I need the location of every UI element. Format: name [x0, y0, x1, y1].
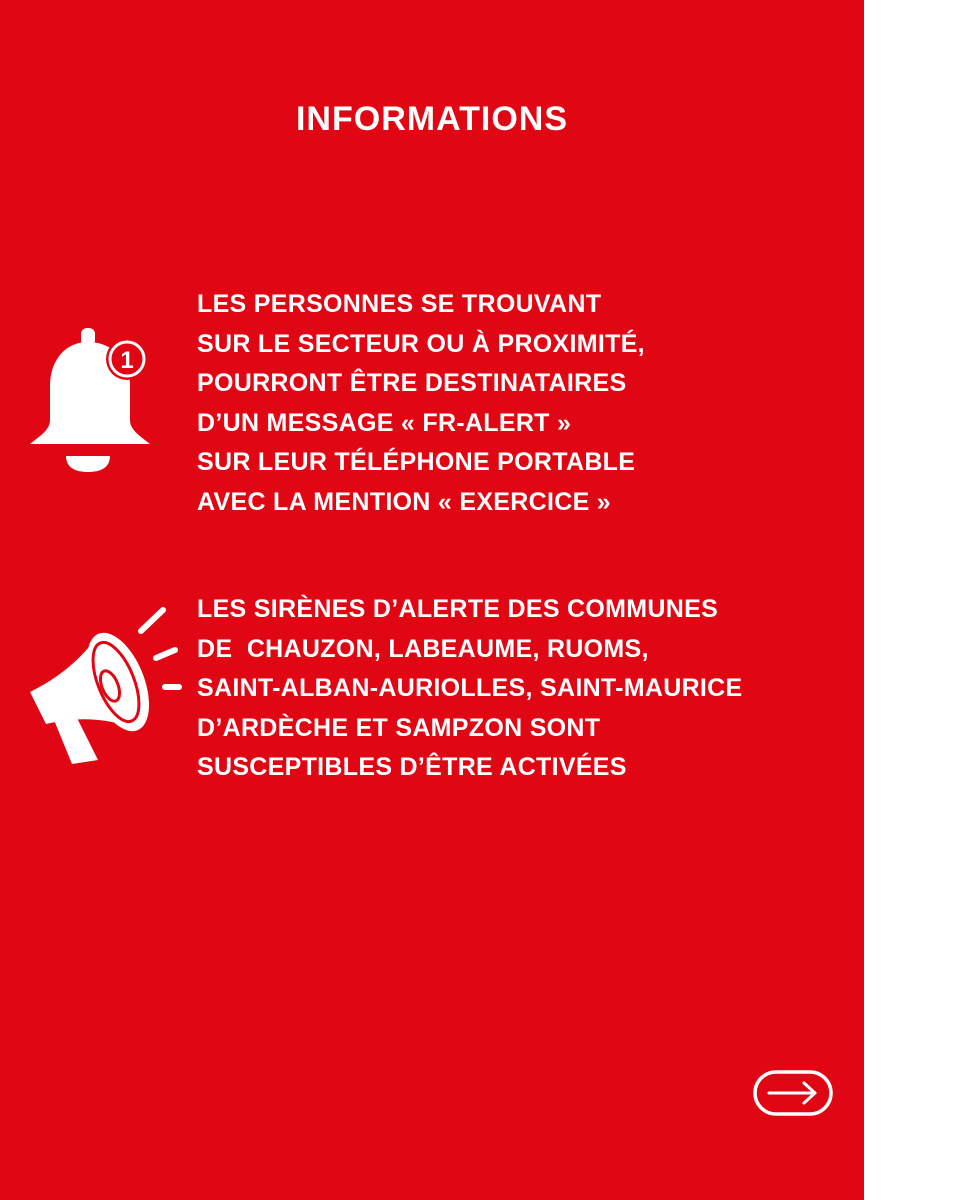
text-line: D’UN MESSAGE « FR-ALERT »: [197, 408, 572, 437]
text-line: D’ARDÈCHE ET SAMPZON SONT: [197, 713, 601, 742]
badge-count: 1: [120, 347, 134, 374]
notification-badge: [106, 338, 148, 380]
megaphone-icon: [28, 600, 184, 766]
text-line: AVEC LA MENTION « EXERCICE »: [197, 487, 612, 516]
next-button[interactable]: [753, 1070, 833, 1116]
arrow-right-icon: [769, 1083, 815, 1103]
sirens-message: [197, 590, 743, 788]
text-line: SUSCEPTIBLES D’ÊTRE ACTIVÉES: [197, 753, 627, 781]
page-title: INFORMATIONS: [295, 100, 568, 138]
text-line: POURRONT ÊTRE DESTINATAIRES: [197, 369, 627, 397]
text-line: LES SIRÈNES D’ALERTE DES COMMUNES: [197, 595, 719, 623]
text-line: SAINT-ALBAN-AURIOLLES, SAINT-MAURICE: [197, 674, 743, 702]
text-line: DE CHAUZON, LABEAUME, RUOMS,: [197, 634, 649, 663]
fr-alert-message: [197, 285, 645, 522]
bell-icon: [26, 328, 154, 474]
text-line: SUR LEUR TÉLÉPHONE PORTABLE: [197, 448, 636, 476]
text-line: SUR LE SECTEUR OU À PROXIMITÉ,: [197, 329, 645, 358]
text-line: LES PERSONNES SE TROUVANT: [197, 290, 602, 318]
